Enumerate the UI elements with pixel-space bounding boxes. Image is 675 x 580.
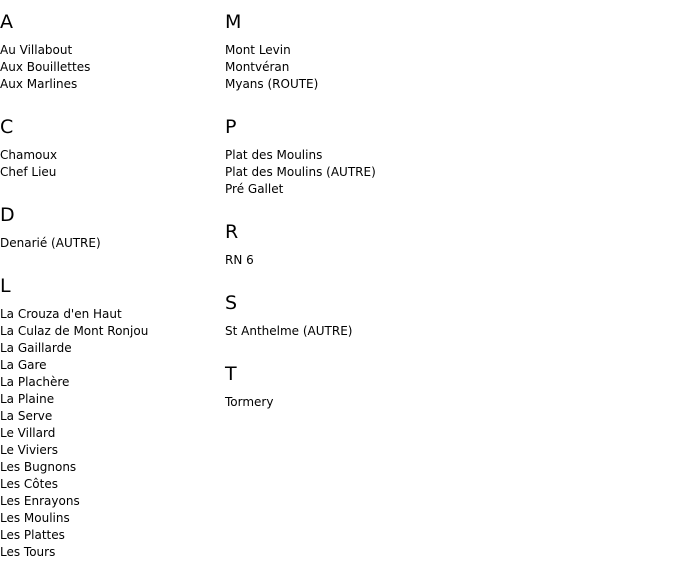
letter-heading: S xyxy=(225,292,238,314)
street-link[interactable]: Chef Lieu xyxy=(0,165,57,179)
street-link[interactable]: Les Plattes xyxy=(0,528,65,542)
letter-section-p xyxy=(225,116,445,198)
index-column-left xyxy=(0,0,220,561)
street-list xyxy=(0,306,220,561)
street-link[interactable]: Le Villard xyxy=(0,426,56,440)
letter-section-t xyxy=(225,363,445,411)
street-link[interactable]: Tormery xyxy=(225,395,274,409)
street-link[interactable]: Mont Levin xyxy=(225,43,291,57)
letter-heading: R xyxy=(225,221,239,243)
street-list xyxy=(225,42,445,93)
letter-heading: C xyxy=(0,116,14,138)
letter-section-r xyxy=(225,221,445,269)
street-link[interactable]: Les Tours xyxy=(0,545,56,559)
street-link[interactable]: Aux Marlines xyxy=(0,77,78,91)
letter-heading: P xyxy=(225,116,237,138)
letter-section-l xyxy=(0,275,220,561)
street-link[interactable]: Chamoux xyxy=(0,148,58,162)
letter-section-m xyxy=(225,11,445,93)
street-list xyxy=(0,235,220,252)
street-link[interactable]: Les Côtes xyxy=(0,477,58,491)
street-link[interactable]: La Plaine xyxy=(0,392,55,406)
letter-heading: A xyxy=(0,11,13,33)
street-link[interactable]: Myans (ROUTE) xyxy=(225,77,319,91)
street-link[interactable]: St Anthelme (AUTRE) xyxy=(225,324,353,338)
street-link[interactable]: Pré Gallet xyxy=(225,182,284,196)
letter-heading: M xyxy=(225,11,242,33)
letter-section-s xyxy=(225,292,445,340)
street-link[interactable]: La Crouza d'en Haut xyxy=(0,307,122,321)
letter-section-a xyxy=(0,11,220,93)
street-link[interactable]: Au Villabout xyxy=(0,43,73,57)
letter-heading: T xyxy=(225,363,237,385)
street-link[interactable]: RN 6 xyxy=(225,253,254,267)
street-list xyxy=(225,323,445,340)
letter-heading: D xyxy=(0,204,15,226)
street-list xyxy=(0,42,220,93)
street-link[interactable]: La Gaillarde xyxy=(0,341,72,355)
street-link[interactable]: Montvéran xyxy=(225,60,290,74)
street-link[interactable]: La Gare xyxy=(0,358,47,372)
street-list xyxy=(225,394,445,411)
street-link[interactable]: Les Enrayons xyxy=(0,494,80,508)
street-link[interactable]: Aux Bouillettes xyxy=(0,60,91,74)
street-link[interactable]: La Culaz de Mont Ronjou xyxy=(0,324,149,338)
street-link[interactable]: La Serve xyxy=(0,409,53,423)
street-link[interactable]: Les Moulins xyxy=(0,511,70,525)
street-list xyxy=(225,252,445,269)
letter-heading: L xyxy=(0,275,11,297)
street-link[interactable]: La Plachère xyxy=(0,375,70,389)
street-list xyxy=(0,147,220,181)
street-link[interactable]: Denarié (AUTRE) xyxy=(0,236,101,250)
street-link[interactable]: Le Viviers xyxy=(0,443,58,457)
street-link[interactable]: Plat des Moulins xyxy=(225,148,323,162)
street-link[interactable]: Plat des Moulins (AUTRE) xyxy=(225,165,376,179)
letter-section-c xyxy=(0,116,220,181)
street-link[interactable]: Les Bugnons xyxy=(0,460,77,474)
street-list xyxy=(225,147,445,198)
letter-section-d xyxy=(0,204,220,252)
index-column-right xyxy=(225,0,445,411)
